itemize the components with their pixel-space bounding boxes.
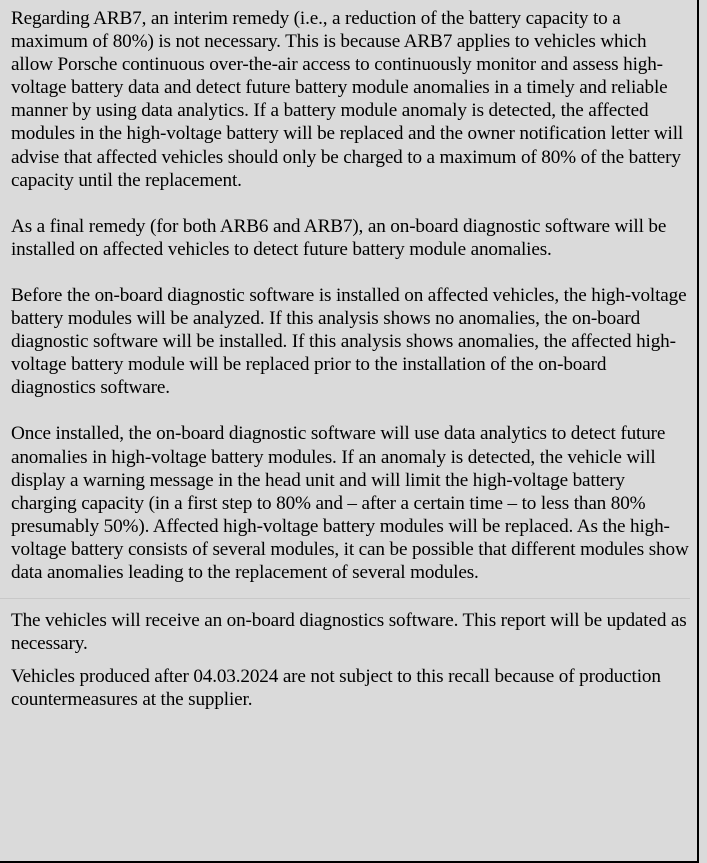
paragraph-once-installed: Once installed, the on-board diagnostic software will use data analytics to detect future anomalies in high-voltage battery modules. If an anomaly is detected, the vehicle will display a warning message in the head unit and will limit the high-voltage battery charging capacity (in a first step to 80% and – after a certain time – to less than 80% presumably 50%). Affected high-voltage battery modules will be replaced. As the high-voltage battery consists of several modules, it can be possible that different modules show data anomalies leading to the replacement of several modules. xyxy=(11,423,689,583)
paragraph-software-update: The vehicles will receive an on-board diagnostics software. This report will be updated as necessary. xyxy=(11,610,687,655)
paragraph-production-note: Vehicles produced after 04.03.2024 are not subject to this recall because of production countermeasures at the supplier. xyxy=(11,666,661,711)
page-right-border xyxy=(697,0,699,863)
paragraph-before-installation: Before the on-board diagnostic software is installed on affected vehicles, the high-voltage battery modules will be analyzed. If this analysis shows no anomalies, the on-board diagnostic software will be installed. If this analysis shows anomalies, the affected high-voltage battery module will be replaced prior to the installation of the on-board diagnostics software. xyxy=(11,284,687,399)
document-body xyxy=(11,7,689,711)
section-divider xyxy=(0,598,690,599)
paragraph-arb7-interim-remedy: Regarding ARB7, an interim remedy (i.e., a reduction of the battery capacity to a maximum of 80%) is not necessary. This is because ARB7 applies to vehicles which allow Porsche continuous over-the-air access to continuously monitor and assess high-voltage battery data and detect future battery module anomalies in a timely and reliable manner by using data analytics. If a battery module anomaly is detected, the affected modules in the high-voltage battery will be replaced and the owner notification letter will advise that affected vehicles should only be charged to a maximum of 80% of the battery capacity until the replacement. xyxy=(11,8,684,191)
paragraph-final-remedy: As a final remedy (for both ARB6 and ARB7), an on-board diagnostic software will be installed on affected vehicles to detect future battery module anomalies. xyxy=(11,215,667,260)
